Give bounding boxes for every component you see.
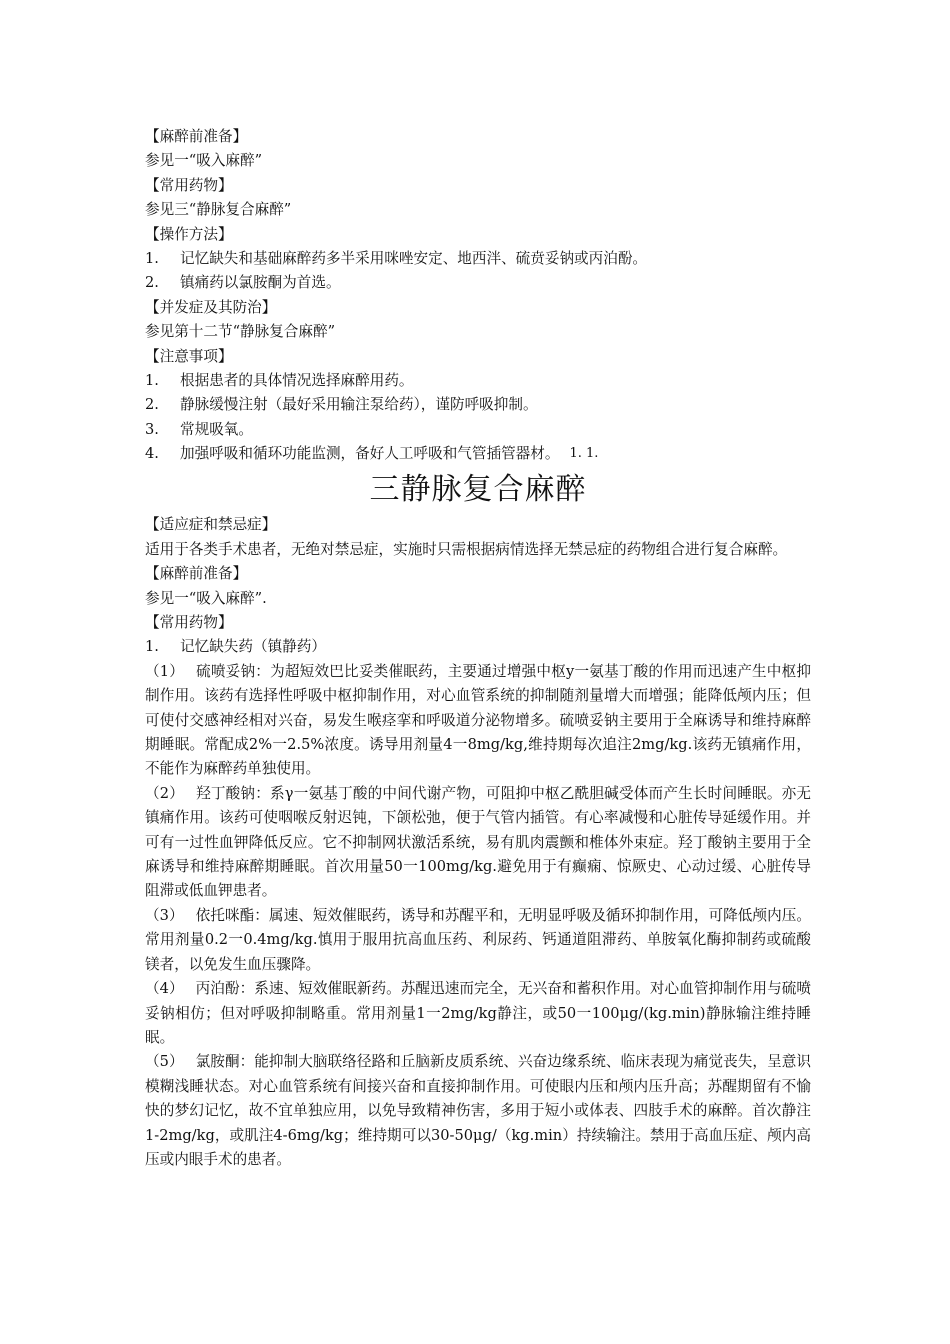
list-item [145,635,811,659]
list-suffix: 1. 1. [569,446,599,462]
drug-paragraph [145,660,811,782]
reference-text: 参见三“静脉复合麻醉” [145,201,292,219]
list-text: 加强呼吸和循环功能监测，备好人工呼吸和气管插管器材。 [180,445,560,463]
paragraph-text: 依托咪酯：属速、短效催眠药，诱导和苏醒平和，无明显呼吸及循环抑制作用，可降低颅内压。常用剂量0.2一0.4mg/kg.慎用于服用抗高血压药、利尿药、钙通道阻滞药、单胺氧化酶抑制药或硫酸镁者，以免发生血压骤降。 [145,906,811,973]
list-text: 记忆缺失药（镇静药） [180,638,326,656]
section-header-drugs: 【常用药物】 [145,614,233,632]
paragraph-number: （4） [145,980,184,998]
list-text: 记忆缺失和基础麻醉药多半采用咪唑安定、地西泮、硫贲妥钠或丙泊酚。 [180,249,648,267]
list-number: 2. [145,274,159,292]
drug-paragraph [145,904,811,977]
paragraph-text: 硫喷妥钠：为超短效巴比妥类催眠药，主要通过增强中枢y一氨基丁酸的作用而迅速产生中枢抑制作用。该药有选择性呼吸中枢抑制作用，对心血管系统的抑制随剂量增大而增强；能降低颅内压；但可使付交感神经相对兴奋，易发生喉痉挛和呼吸道分泌物增多。硫喷妥钠主要用于全麻诱导和维持麻醉期睡眠。常配成2%一2.5%浓度。诱导用剂量4一8mg/kg,维持期每次追注2mg/kg.该药无镇痛作用，不能作为麻醉药单独使用。 [145,662,811,778]
paragraph-text: 氯胺酮：能抑制大脑联络径路和丘脑新皮质系统、兴奋边缘系统、临床表现为痛觉丧失，呈意识模糊浅睡状态。对心血管系统有间接兴奋和直接抑制作用。可使眼内压和颅内压升高；苏醒期留有不愉快的梦幻记忆，故不宜单独应用，以免导致精神伤害，多用于短小或体表、四肢手术的麻醉。首次静注1-2mg/kg，或肌注4-6mg/kg；维持期可以30-50μg/（kg.min）持续输注。禁用于高血压症、颅内高压或内眼手术的患者。 [145,1053,811,1168]
reference-text: 参见第十二节“静脉复合麻醉” [145,323,336,341]
paragraph-number: （3） [145,906,184,924]
list-text: 静脉缓慢注射（最好采用输注泵给药），谨防呼吸抑制。 [180,396,538,414]
indication-paragraph: 适用于各类手术患者，无绝对禁忌症，实施时只需根据病情选择无禁忌症的药物组合进行复合麻醉。 [145,540,788,558]
list-item [145,271,811,295]
list-number: 4. [145,445,159,463]
list-number: 1. [145,371,159,389]
list-item [145,393,811,417]
list-text: 镇痛药以氯胺酮为首选。 [180,274,341,292]
list-item [145,442,811,466]
paragraph-number: （5） [145,1053,184,1071]
paragraph-number: （2） [145,784,185,802]
section-header-notes: 【注意事项】 [145,347,233,365]
section-header-method: 【操作方法】 [145,225,233,243]
list-text: 根据患者的具体情况选择麻醉用药。 [180,371,414,389]
document-body [145,125,811,1172]
list-number: 1. [145,249,159,267]
list-number: 1. [145,638,159,656]
drug-paragraph [145,782,811,904]
reference-text: 参见一“吸入麻醉” [145,152,263,170]
section-header-complications: 【并发症及其防治】 [145,298,277,316]
section-header-preparation: 【麻醉前准备】 [145,565,248,583]
list-item [145,418,811,442]
drug-paragraph [145,1050,811,1172]
reference-text: 参见一“吸入麻醉”. [145,589,267,607]
list-number: 3. [145,420,159,438]
paragraph-text: 丙泊酚：系速、短效催眠新药。苏醒迅速而完全，无兴奋和蓄积作用。对心血管抑制作用与硫喷妥钠相仿；但对呼吸抑制略重。常用剂量1一2mg/kg静注，或50一100μg/(kg.min)静脉输注维持睡眠。 [145,980,811,1046]
section-title: 三静脉复合麻醉 [369,472,587,508]
section-header-indications: 【适应症和禁忌症】 [145,516,277,534]
section-header-preparation: 【麻醉前准备】 [145,128,248,145]
section-header-drugs: 【常用药物】 [145,176,233,194]
paragraph-text: 羟丁酸钠：系γ一氨基丁酸的中间代谢产物，可阻抑中枢乙酰胆碱受体而产生长时间睡眠。亦无镇痛作用。该药可使咽喉反射迟钝，下颌松弛，便于气管内插管。有心率减慢和心脏传导延缓作用。并可有一过性血钾降低反应。它不抑制网状激活系统，易有肌肉震颤和椎体外束症。羟丁酸钠主要用于全麻诱导和维持麻醉期睡眠。首次用量50一100mg/kg.避免用于有癫痫、惊厥史、心动过缓、心脏传导阻滞或低血钾患者。 [145,784,811,900]
drug-paragraph [145,977,811,1050]
list-number: 2. [145,396,159,414]
list-text: 常规吸氧。 [180,420,253,438]
list-item [145,247,811,271]
list-item [145,369,811,393]
paragraph-number: （1） [145,662,185,680]
